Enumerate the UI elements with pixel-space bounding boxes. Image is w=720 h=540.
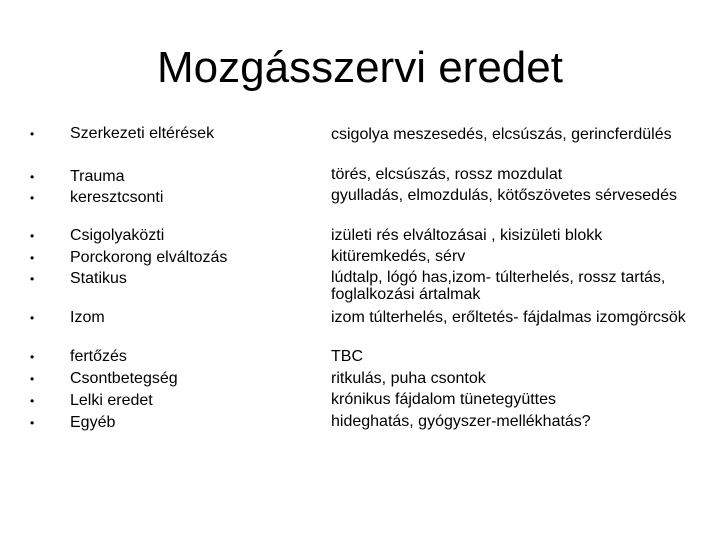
cause-list <box>30 0 330 540</box>
cause-label: Porckorong elváltozás <box>70 249 228 266</box>
cause-label: Egyéb <box>70 414 116 431</box>
cause-label: Csontbetegség <box>70 370 178 387</box>
description-item: izom túlterhelés, erőltetés- fájdalmas izomgörcsök <box>331 309 686 326</box>
cause-label: Szerkezeti eltérések <box>70 125 215 142</box>
description-item: gyulladás, elmozdulás, kötőszövetes sérvesedés <box>331 187 677 204</box>
bullet-icon: • <box>30 394 35 408</box>
cause-label: Izom <box>70 309 105 326</box>
bullet-icon: • <box>30 191 35 205</box>
cause-label: Lelki eredet <box>70 392 153 409</box>
bullet-icon: • <box>30 170 35 184</box>
bullet-icon: • <box>30 311 35 325</box>
bullet-icon: • <box>30 127 35 141</box>
cause-label: fertőzés <box>70 348 127 365</box>
description-item: kitüremkedés, sérv <box>331 248 466 265</box>
description-list <box>331 0 691 540</box>
bullet-icon: • <box>30 350 35 364</box>
bullet-icon: • <box>30 416 35 430</box>
cause-label: Statikus <box>70 270 127 287</box>
description-item: lúdtalp, lógó has,izom- túlterhelés, rossz tartás, foglalkozási ártalmak <box>331 269 666 303</box>
bullet-icon: • <box>30 229 35 243</box>
description-item: ritkulás, puha csontok <box>331 370 486 387</box>
page-title: Mozgásszervi eredet <box>157 43 563 92</box>
description-item: hideghatás, gyógyszer-mellékhatás? <box>331 413 591 430</box>
description-item: krónikus fájdalom tünetegyüttes <box>331 391 557 408</box>
description-item: törés, elcsúszás, rossz mozdulat <box>331 166 563 183</box>
bullet-icon: • <box>30 272 35 286</box>
description-item: izületi rés elváltozásai , kisizületi blokk <box>331 227 603 244</box>
cause-label: Trauma <box>70 168 125 185</box>
bullet-icon: • <box>30 251 35 265</box>
bullet-icon: • <box>30 372 35 386</box>
description-item: csigolya meszesedés, elcsúszás, gerincferdülés <box>331 126 672 143</box>
description-item: TBC <box>331 348 363 365</box>
cause-label: Csigolyaközti <box>70 227 165 244</box>
cause-label: keresztcsonti <box>70 189 164 206</box>
